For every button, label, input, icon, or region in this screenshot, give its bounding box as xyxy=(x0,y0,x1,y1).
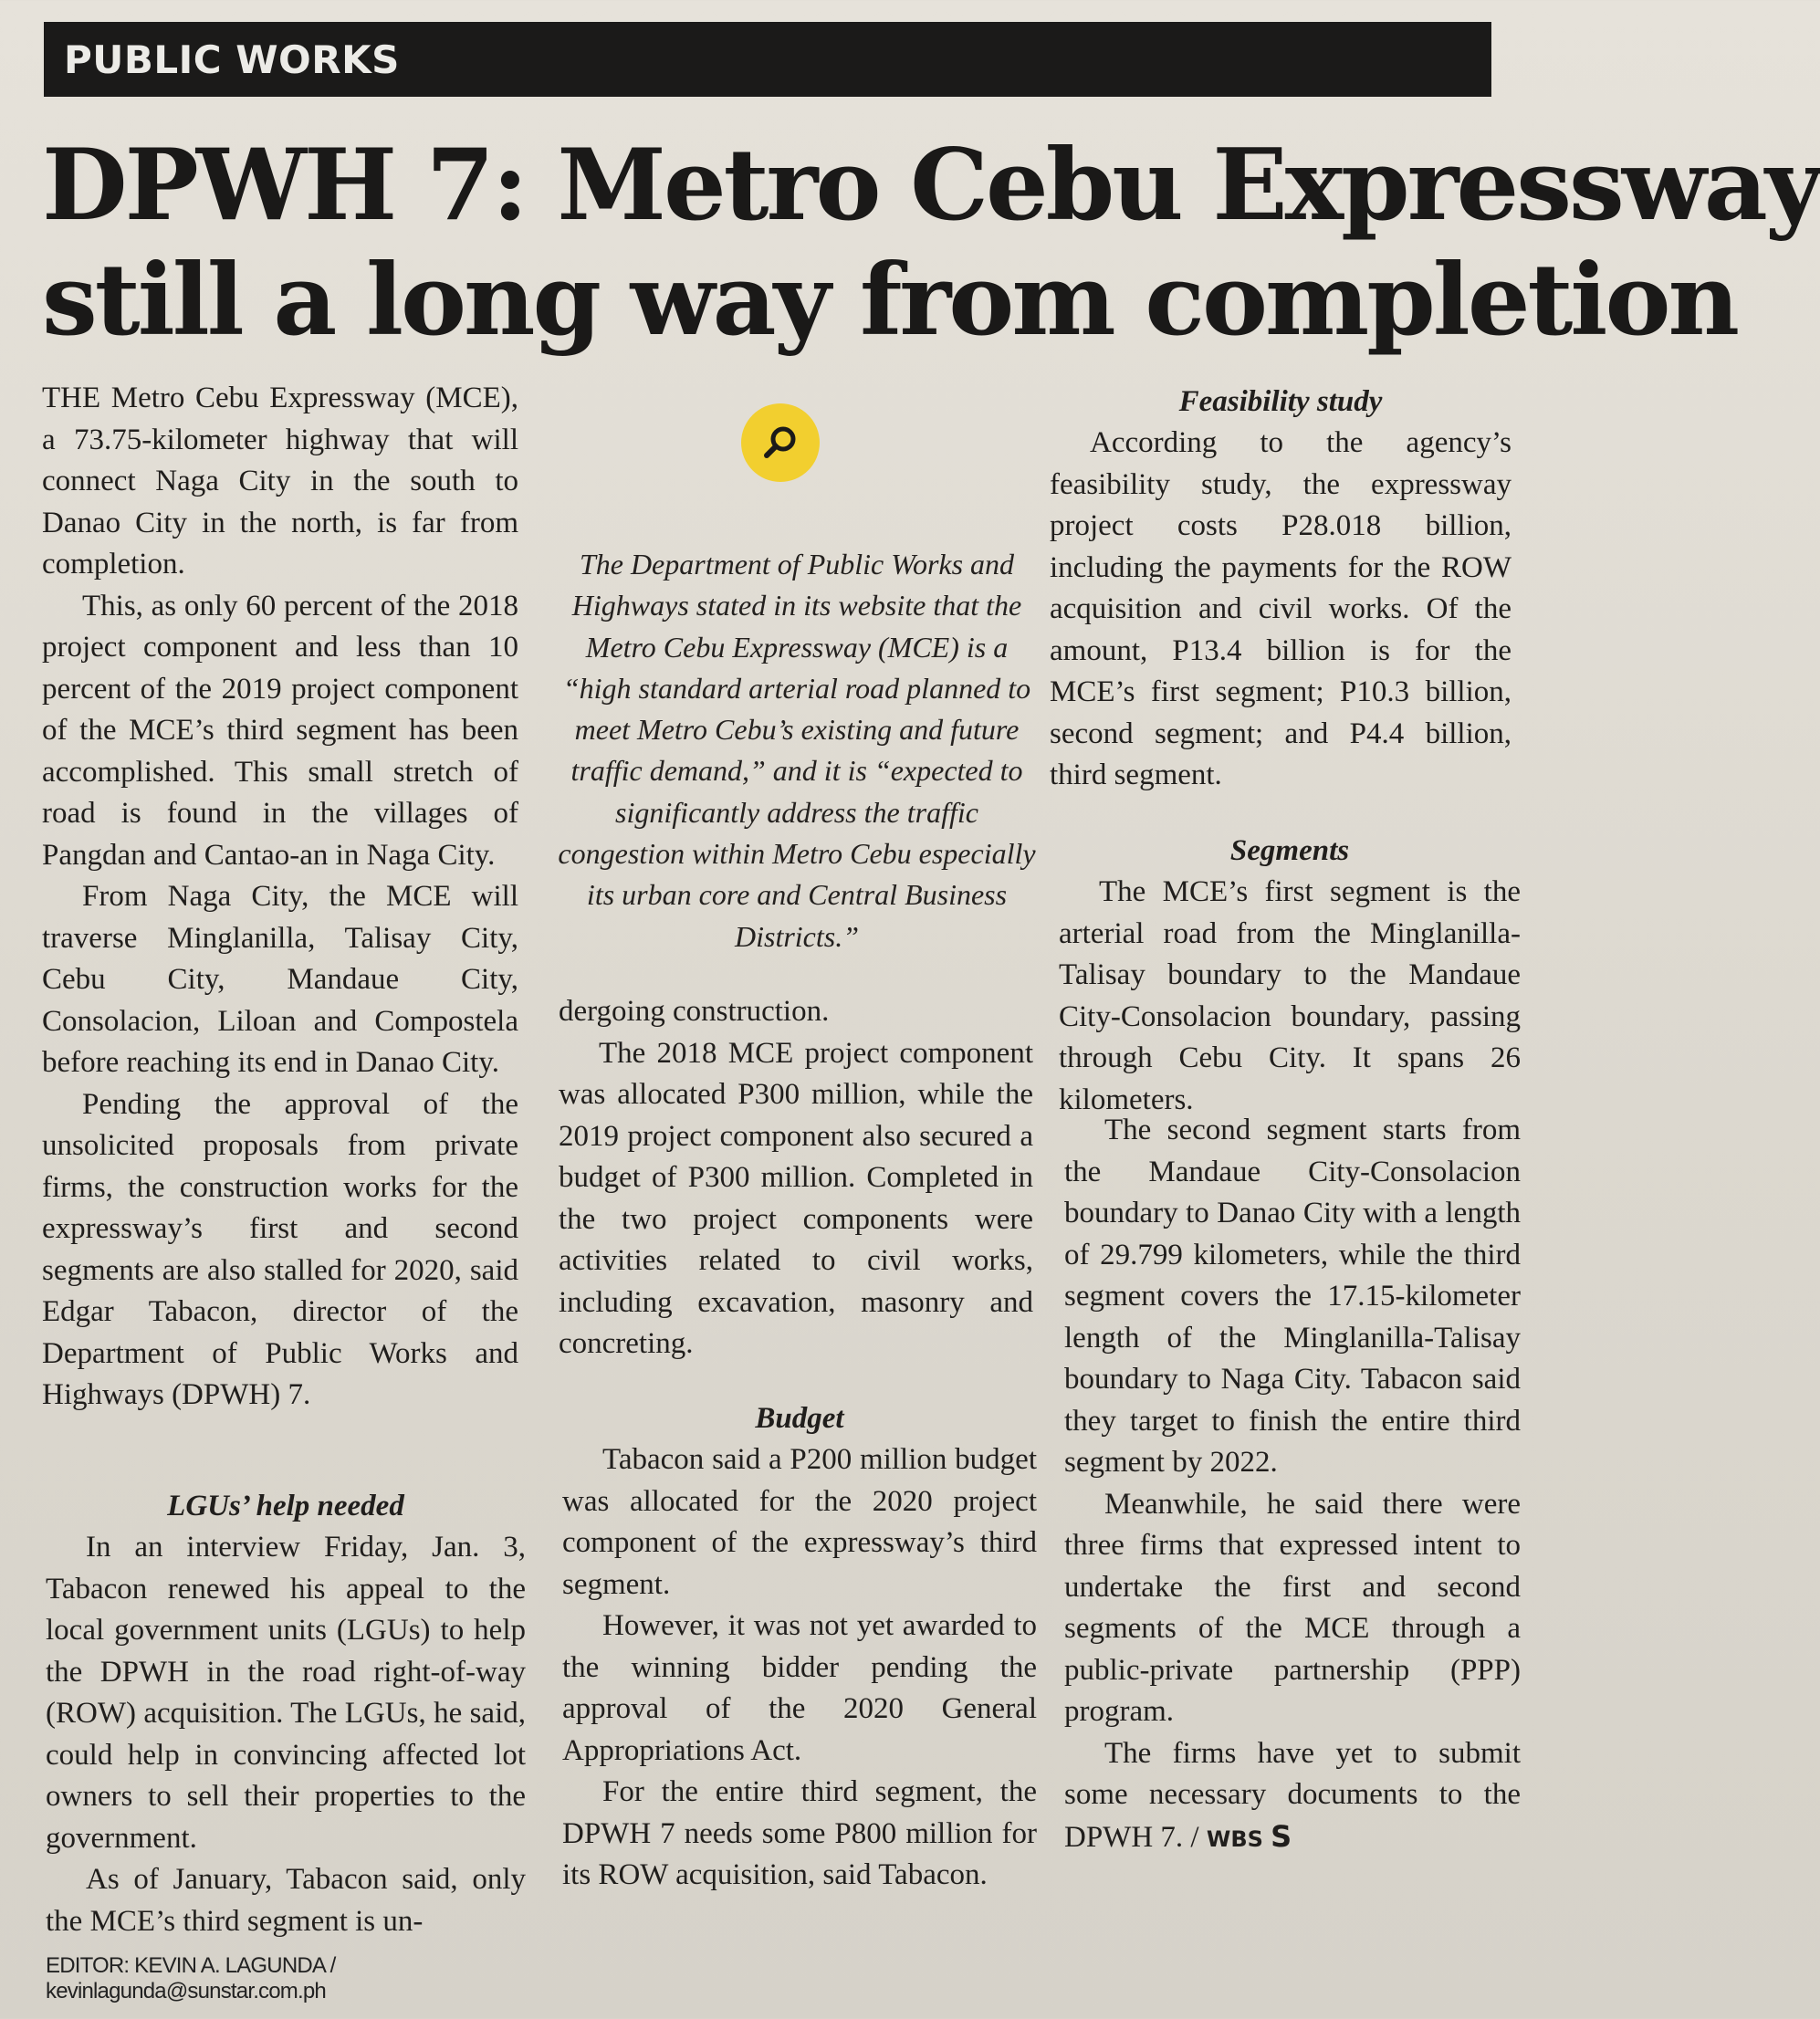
body-paragraph: The MCE’s first segment is the arterial road from the Minglanilla-Talisay boundary to the Mandaue City-Consolacion boundary, passing through Cebu City. It spans 26 kilometers. xyxy=(1059,875,1521,1116)
body-paragraph: However, it was not yet awarded to the winning bidder pending the approval of the 2020 General Appropriations Act. xyxy=(562,1609,1037,1767)
end-mark: S xyxy=(1271,1818,1292,1854)
subhead-lgus-help: LGUs’ help needed xyxy=(167,1490,404,1522)
byline-initials: WBS xyxy=(1206,1825,1263,1852)
headline-line-2: still a long way from completion xyxy=(42,243,1738,358)
article-column-3 xyxy=(1050,382,1511,797)
closing-paragraph xyxy=(1064,1733,1521,1861)
subhead-segments: Segments xyxy=(1229,834,1350,867)
body-paragraph: From Naga City, the MCE will traverse Minglanilla, Talisay City, Cebu City, Mandaue City, Consolacion, Liloan and Compostela before reaching its end in Danao City. xyxy=(42,880,518,1079)
body-paragraph: In an interview Friday, Jan. 3, Tabacon renewed his appeal to the local government units (LGUs) to help the DPWH in the road right-of-way (ROW) acquisition. The LGUs, he said, could help in convincing affected lot owners to sell their properties to the government. xyxy=(46,1531,526,1855)
headline xyxy=(42,128,1820,358)
body-paragraph: Pending the approval of the unsolicited proposals from private firms, the construction works for the expressway’s first and second segments are also stalled for 2020, said Edgar Tabacon, director of the Department of Public Works and Highways (DPWH) 7. xyxy=(42,1087,518,1411)
article-column-3-continued xyxy=(1064,1110,1521,1860)
lead-paragraph: THE Metro Cebu Expressway (MCE), a 73.75-kilometer highway that will connect Naga City in the south to Danao City in the north, is far from completion. xyxy=(42,382,518,581)
section-bar xyxy=(44,22,1491,97)
article-column-1-continued xyxy=(46,1486,526,1942)
body-paragraph: The second segment starts from the Mandaue City-Consolacion boundary to Danao City with a length of 29.799 kilometers, while the third segment covers the 17.15-kilometer length of the Minglanilla-Talisay boundary to Naga City. Tabacon said they target to finish the entire third segment by 2022. xyxy=(1064,1114,1521,1479)
section-label: PUBLIC WORKS xyxy=(64,37,400,82)
body-paragraph: This, as only 60 percent of the 2018 project component and less than 10 percent of the 2019 project component of the MCE’s third segment has been accomplished. This small stretch of road is found in the villages of Pangdan and Cantao-an in Naga City. xyxy=(42,589,518,872)
article-column-2 xyxy=(559,991,1033,1365)
body-paragraph: According to the agency’s feasibility study, the expressway project costs P28.018 billion, including the payments for the ROW acquisition and civil works. Of the amount, P13.4 billion is for the MCE’s first segment; P10.3 billion, second segment; and P4.4 billion, third segment. xyxy=(1050,426,1511,791)
subhead-budget: Budget xyxy=(755,1402,844,1435)
closing-text: The firms have yet to submit some necessary documents to the DPWH 7. / xyxy=(1064,1736,1521,1854)
body-paragraph: For the entire third segment, the DPWH 7 needs some P800 million for its ROW acquisition, said Tabacon. xyxy=(562,1775,1037,1891)
body-paragraph: The 2018 MCE project component was allocated P300 million, while the 2019 project component also secured a budget of P300 million. Completed in the two project components were activities related to civil works, including excavation, masonry and concreting. xyxy=(559,1036,1033,1360)
pull-quote: The Department of Public Works and Highways stated in its website that the Metro Cebu Expressway (MCE) is a “high standard arterial road planned to meet Metro Cebu’s existing and future traffic demand,” and it is “expected to significantly address the traffic congestion within Metro Cebu especially its urban core and Central Business Districts.” xyxy=(558,548,1036,953)
search-badge[interactable] xyxy=(741,403,820,482)
subhead-feasibility-study: Feasibility study xyxy=(1178,385,1383,418)
headline-line-1: DPWH 7: Metro Cebu Expressway xyxy=(42,128,1820,243)
article-column-2-continued xyxy=(562,1398,1037,1897)
article-column-1 xyxy=(42,378,518,1417)
editor-credit: EDITOR: KEVIN A. LAGUNDA / kevinlagunda@sunstar.com.ph xyxy=(46,1953,336,2003)
continued-paragraph: dergoing construction. xyxy=(559,995,830,1028)
search-icon xyxy=(758,421,802,465)
body-paragraph: As of January, Tabacon said, only the MCE’s third segment is un- xyxy=(46,1863,526,1938)
body-paragraph: Tabacon said a P200 million budget was allocated for the 2020 project component of the expressway’s third segment. xyxy=(562,1443,1037,1601)
body-paragraph: Meanwhile, he said there were three firms that expressed intent to undertake the first and second segments of the MCE through a public-private partnership (PPP) program. xyxy=(1064,1487,1521,1728)
article-column-3-segments xyxy=(1059,831,1521,1121)
